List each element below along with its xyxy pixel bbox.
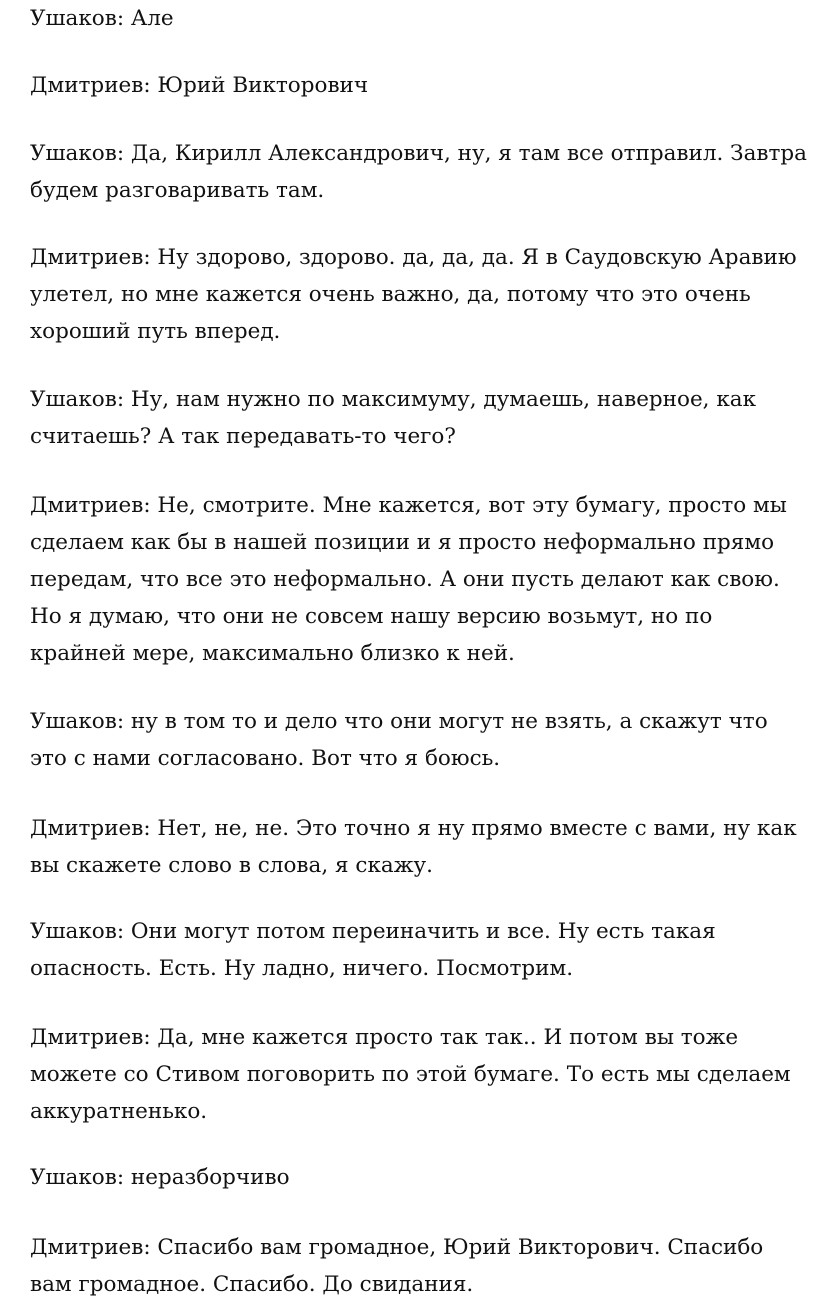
transcript-paragraph: Дмитриев: Не, смотрите. Мне кажется, вот эту бумагу, просто мы сделаем как бы в нашей позиции и я просто неформально прямо передам, что все это неформально. А они пусть делают как свою. Но я думаю, что они не совсем нашу версию возьмут, но по крайней мере, максимально близко к ней. [30, 493, 787, 666]
transcript-paragraph: Ушаков: неразборчиво [30, 1165, 290, 1190]
transcript-paragraph: Дмитриев: Юрий Викторович [30, 73, 369, 98]
transcript-paragraph: Ушаков: Они могут потом переиначить и все. Ну есть такая опасность. Есть. Ну ладно, ничего. Посмотрим. [30, 919, 716, 981]
transcript-paragraph: Дмитриев: Нет, не, не. Это точно я ну прямо вместе с вами, ну как вы скажете слово в слова, я скажу. [30, 816, 797, 878]
transcript-paragraph: Ушаков: Ну, нам нужно по максимуму, думаешь, наверное, как считаешь? А так передавать-то чего? [30, 387, 757, 449]
transcript-paragraph: Дмитриев: Да, мне кажется просто так так.. И потом вы тоже можете со Стивом поговорить по этой бумаге. То есть мы сделаем аккуратненько. [30, 1025, 791, 1124]
transcript-paragraph: Ушаков: ну в том то и дело что они могут не взять, а скажут что это с нами согласовано. Вот что я боюсь. [30, 709, 768, 771]
transcript-paragraph: Ушаков: Да, Кирилл Александрович, ну, я там все отправил. Завтра будем разговаривать там. [30, 141, 807, 203]
transcript-paragraph: Ушаков: Але [30, 6, 174, 31]
transcript-paragraph: Дмитриев: Ну здорово, здорово. да, да, да. Я в Саудовскую Аравию улетел, но мне кажется очень важно, да, потому что это очень хороший путь вперед. [30, 245, 797, 344]
transcript-paragraph: Дмитриев: Спасибо вам громадное, Юрий Викторович. Спасибо вам громадное. Спасибо. До свидания. [30, 1235, 764, 1297]
